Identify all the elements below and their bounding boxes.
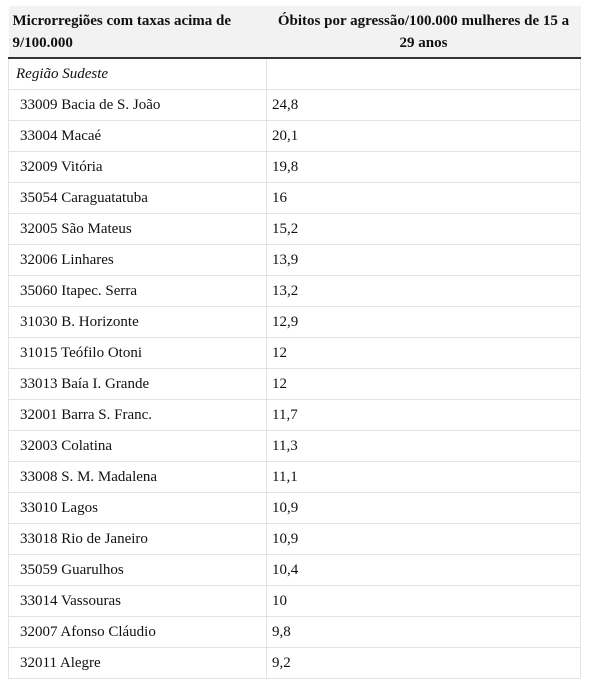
table-body (9, 58, 581, 679)
table-row (9, 648, 581, 679)
microrregiao-cell: 32001 Barra S. Franc. (9, 400, 267, 431)
data-table-container (8, 6, 580, 679)
taxa-cell: 10,9 (267, 524, 581, 555)
table-row (9, 245, 581, 276)
taxa-cell: 12 (267, 338, 581, 369)
table-row (9, 431, 581, 462)
table-row (9, 524, 581, 555)
microrregiao-cell: 32011 Alegre (9, 648, 267, 679)
table-row (9, 121, 581, 152)
microrregiao-cell: 33010 Lagos (9, 493, 267, 524)
microrregiao-cell: 33018 Rio de Janeiro (9, 524, 267, 555)
section-label: Região Sudeste (9, 58, 267, 90)
table-row (9, 152, 581, 183)
microrregiao-cell: 32009 Vitória (9, 152, 267, 183)
microrregiao-cell: 35059 Guarulhos (9, 555, 267, 586)
taxa-cell: 12 (267, 369, 581, 400)
table-row (9, 493, 581, 524)
taxa-cell: 11,3 (267, 431, 581, 462)
microrregiao-cell: 31030 B. Horizonte (9, 307, 267, 338)
taxa-cell: 10,4 (267, 555, 581, 586)
microrregiao-cell: 32007 Afonso Cláudio (9, 617, 267, 648)
taxa-cell: 11,1 (267, 462, 581, 493)
microrregiao-cell: 32006 Linhares (9, 245, 267, 276)
table-row (9, 183, 581, 214)
table-row (9, 555, 581, 586)
microrregiao-cell: 35054 Caraguatatuba (9, 183, 267, 214)
microrregiao-cell: 32003 Colatina (9, 431, 267, 462)
table-row (9, 307, 581, 338)
microrregiao-cell: 33009 Bacia de S. João (9, 90, 267, 121)
microrregiao-cell: 33014 Vassouras (9, 586, 267, 617)
taxa-cell: 13,9 (267, 245, 581, 276)
table-row (9, 586, 581, 617)
taxa-cell: 24,8 (267, 90, 581, 121)
microrregiao-cell: 32005 São Mateus (9, 214, 267, 245)
data-table (8, 6, 581, 679)
table-row (9, 338, 581, 369)
header-row (9, 6, 581, 58)
taxa-cell: 10 (267, 586, 581, 617)
section-empty-cell (267, 58, 581, 90)
table-row (9, 617, 581, 648)
taxa-cell: 12,9 (267, 307, 581, 338)
taxa-cell: 11,7 (267, 400, 581, 431)
taxa-cell: 16 (267, 183, 581, 214)
table-row (9, 276, 581, 307)
microrregiao-cell: 33013 Baía I. Grande (9, 369, 267, 400)
table-header (9, 6, 581, 58)
taxa-cell: 9,8 (267, 617, 581, 648)
column-header-microrregioes: Microrregiões com taxas acima de 9/100.000 (9, 6, 267, 58)
table-row (9, 90, 581, 121)
microrregiao-cell: 35060 Itapec. Serra (9, 276, 267, 307)
taxa-cell: 20,1 (267, 121, 581, 152)
taxa-cell: 10,9 (267, 493, 581, 524)
taxa-cell: 9,2 (267, 648, 581, 679)
taxa-cell: 15,2 (267, 214, 581, 245)
table-row (9, 462, 581, 493)
column-header-obitos: Óbitos por agressão/100.000 mulheres de 15 a 29 anos (267, 6, 581, 58)
table-row (9, 214, 581, 245)
microrregiao-cell: 31015 Teófilo Otoni (9, 338, 267, 369)
microrregiao-cell: 33008 S. M. Madalena (9, 462, 267, 493)
microrregiao-cell: 33004 Macaé (9, 121, 267, 152)
taxa-cell: 19,8 (267, 152, 581, 183)
table-row (9, 400, 581, 431)
taxa-cell: 13,2 (267, 276, 581, 307)
table-row (9, 369, 581, 400)
section-row (9, 58, 581, 90)
